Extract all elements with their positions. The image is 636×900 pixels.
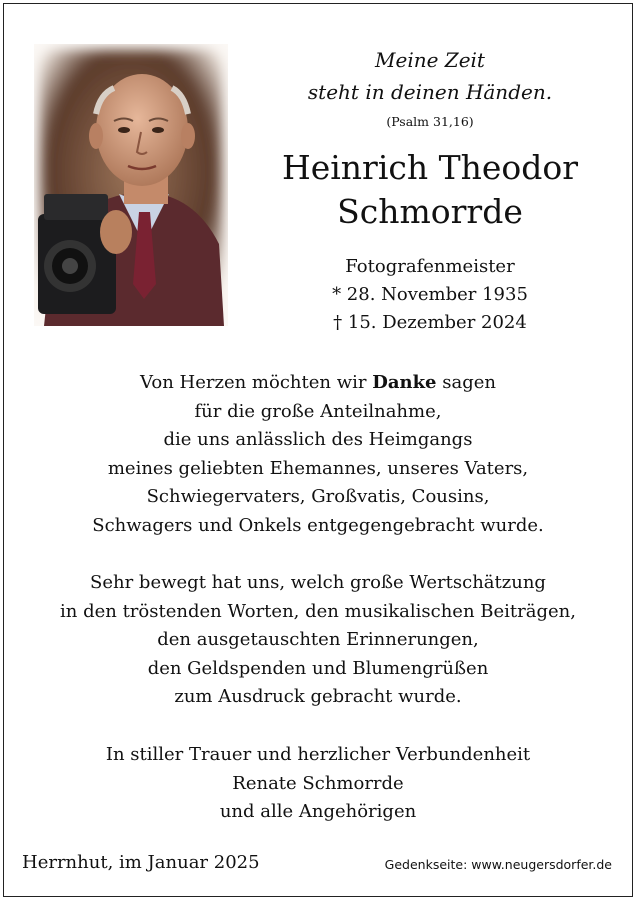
deceased-surname: Schmorrde xyxy=(337,192,523,231)
thanks-line-3: die uns anlässlich des Heimgangs xyxy=(163,429,473,450)
birth-date: * 28. November 1935 xyxy=(332,284,528,305)
bible-quote xyxy=(262,44,598,108)
signature-block xyxy=(20,741,616,827)
quote-reference: (Psalm 31,16) xyxy=(386,114,474,129)
appreciation-line-1: Sehr bewegt hat uns, welch große Wertschätzung xyxy=(90,572,546,593)
thanks-line-2: für die große Anteilnahme, xyxy=(194,400,442,422)
quote-line-1: Meine Zeit xyxy=(375,48,485,72)
memorial-page-link[interactable]: Gedenkseite: www.neugersdorfer.de xyxy=(384,857,612,872)
thanks-line-6: Schwagers und Onkels entgegengebracht wurde. xyxy=(92,514,544,536)
profession: Fotografenmeister xyxy=(345,256,515,277)
thanks-word: Danke xyxy=(372,372,437,393)
signature-line-1: In stiller Trauer und herzlicher Verbundenheit xyxy=(105,744,531,765)
place-date: Herrnhut, im Januar 2025 xyxy=(22,852,260,873)
appreciation-line-3: den ausgetauschten Erinnerungen, xyxy=(157,629,479,650)
thanks-line-4: meines geliebten Ehemannes, unseres Vaters, xyxy=(107,457,529,479)
appreciation-paragraph xyxy=(20,569,616,712)
thanks-paragraph xyxy=(20,369,616,540)
appreciation-line-4: den Geldspenden und Blumengrüßen xyxy=(147,657,489,679)
thanks-line-5: Schwiegervaters, Großvatis, Cousins, xyxy=(146,486,490,507)
signature-relatives: und alle Angehörigen xyxy=(219,801,417,822)
thanks-line-1-end: sagen xyxy=(436,372,496,393)
thanks-line-1-start: Von Herzen möchten wir xyxy=(140,372,373,393)
deceased-details xyxy=(262,253,598,337)
appreciation-line-5: zum Ausdruck gebracht wurde. xyxy=(174,686,462,707)
signature-widow: Renate Schmorrde xyxy=(232,772,404,794)
quote-line-2: steht in deinen Händen. xyxy=(307,80,553,104)
portrait-photo xyxy=(34,44,228,326)
death-date: † 15. Dezember 2024 xyxy=(333,312,527,333)
appreciation-line-2: in den tröstenden Worten, den musikalischen Beiträgen, xyxy=(60,600,576,622)
deceased-first-names: Heinrich Theodor xyxy=(281,148,579,187)
deceased-name xyxy=(240,146,620,234)
thanks-line-1 xyxy=(20,369,616,398)
